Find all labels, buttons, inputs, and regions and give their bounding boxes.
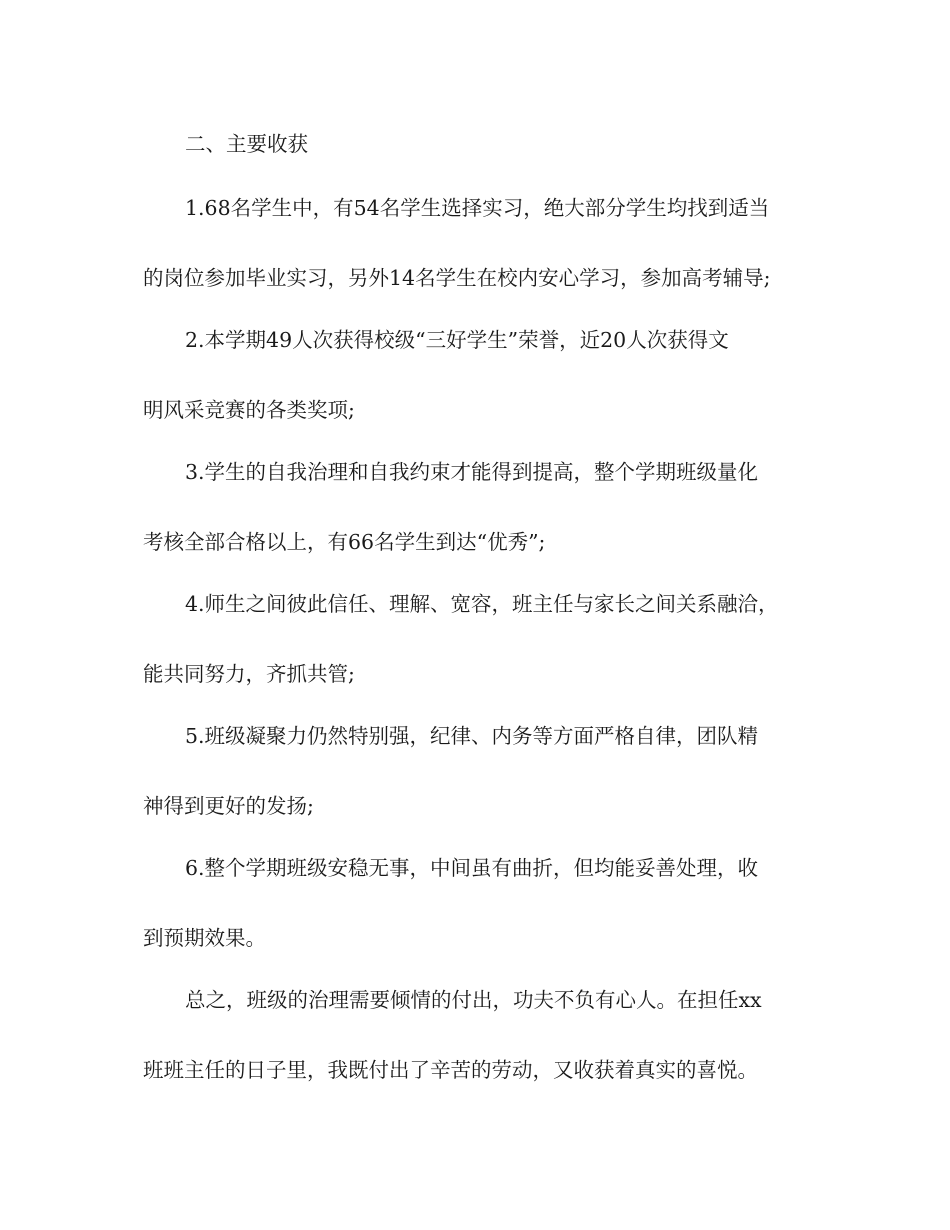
section-heading: 二、主要收获 (185, 132, 308, 156)
paragraph-line: 的岗位参加毕业实习，另外14名学生在校内安心学习，参加高考辅导; (143, 266, 771, 290)
paragraph-line: 4.师生之间彼此信任、理解、宽容，班主任与家长之间关系融洽， (185, 592, 779, 616)
paragraph-line: 能共同努力，齐抓共管; (143, 662, 355, 686)
paragraph-line: 3.学生的自我治理和自我约束才能得到提高，整个学期班级量化 (185, 460, 759, 484)
paragraph-line: 考核全部合格以上，有66名学生到达“优秀”; (143, 530, 546, 554)
paragraph-line: 神得到更好的发扬; (143, 794, 314, 818)
paragraph-line: 总之，班级的治理需要倾情的付出，功夫不负有心人。在担任xx (185, 988, 762, 1012)
paragraph-line: 6.整个学期班级安稳无事，中间虽有曲折，但均能妥善处理，收 (185, 856, 759, 880)
paragraph-line: 1.68名学生中，有54名学生选择实习，绝大部分学生均找到适当 (185, 196, 770, 220)
paragraph-line: 2.本学期49人次获得校级“三好学生”荣誉，近20人次获得文 (185, 328, 729, 352)
paragraph-line: 班班主任的日子里，我既付出了辛苦的劳动，又收获着真实的喜悦。 (143, 1058, 758, 1082)
paragraph-line: 明风采竞赛的各类奖项; (143, 398, 355, 422)
paragraph-line: 到预期效果。 (143, 926, 266, 950)
paragraph-line: 5.班级凝聚力仍然特别强，纪律、内务等方面严格自律，团队精 (185, 724, 759, 748)
